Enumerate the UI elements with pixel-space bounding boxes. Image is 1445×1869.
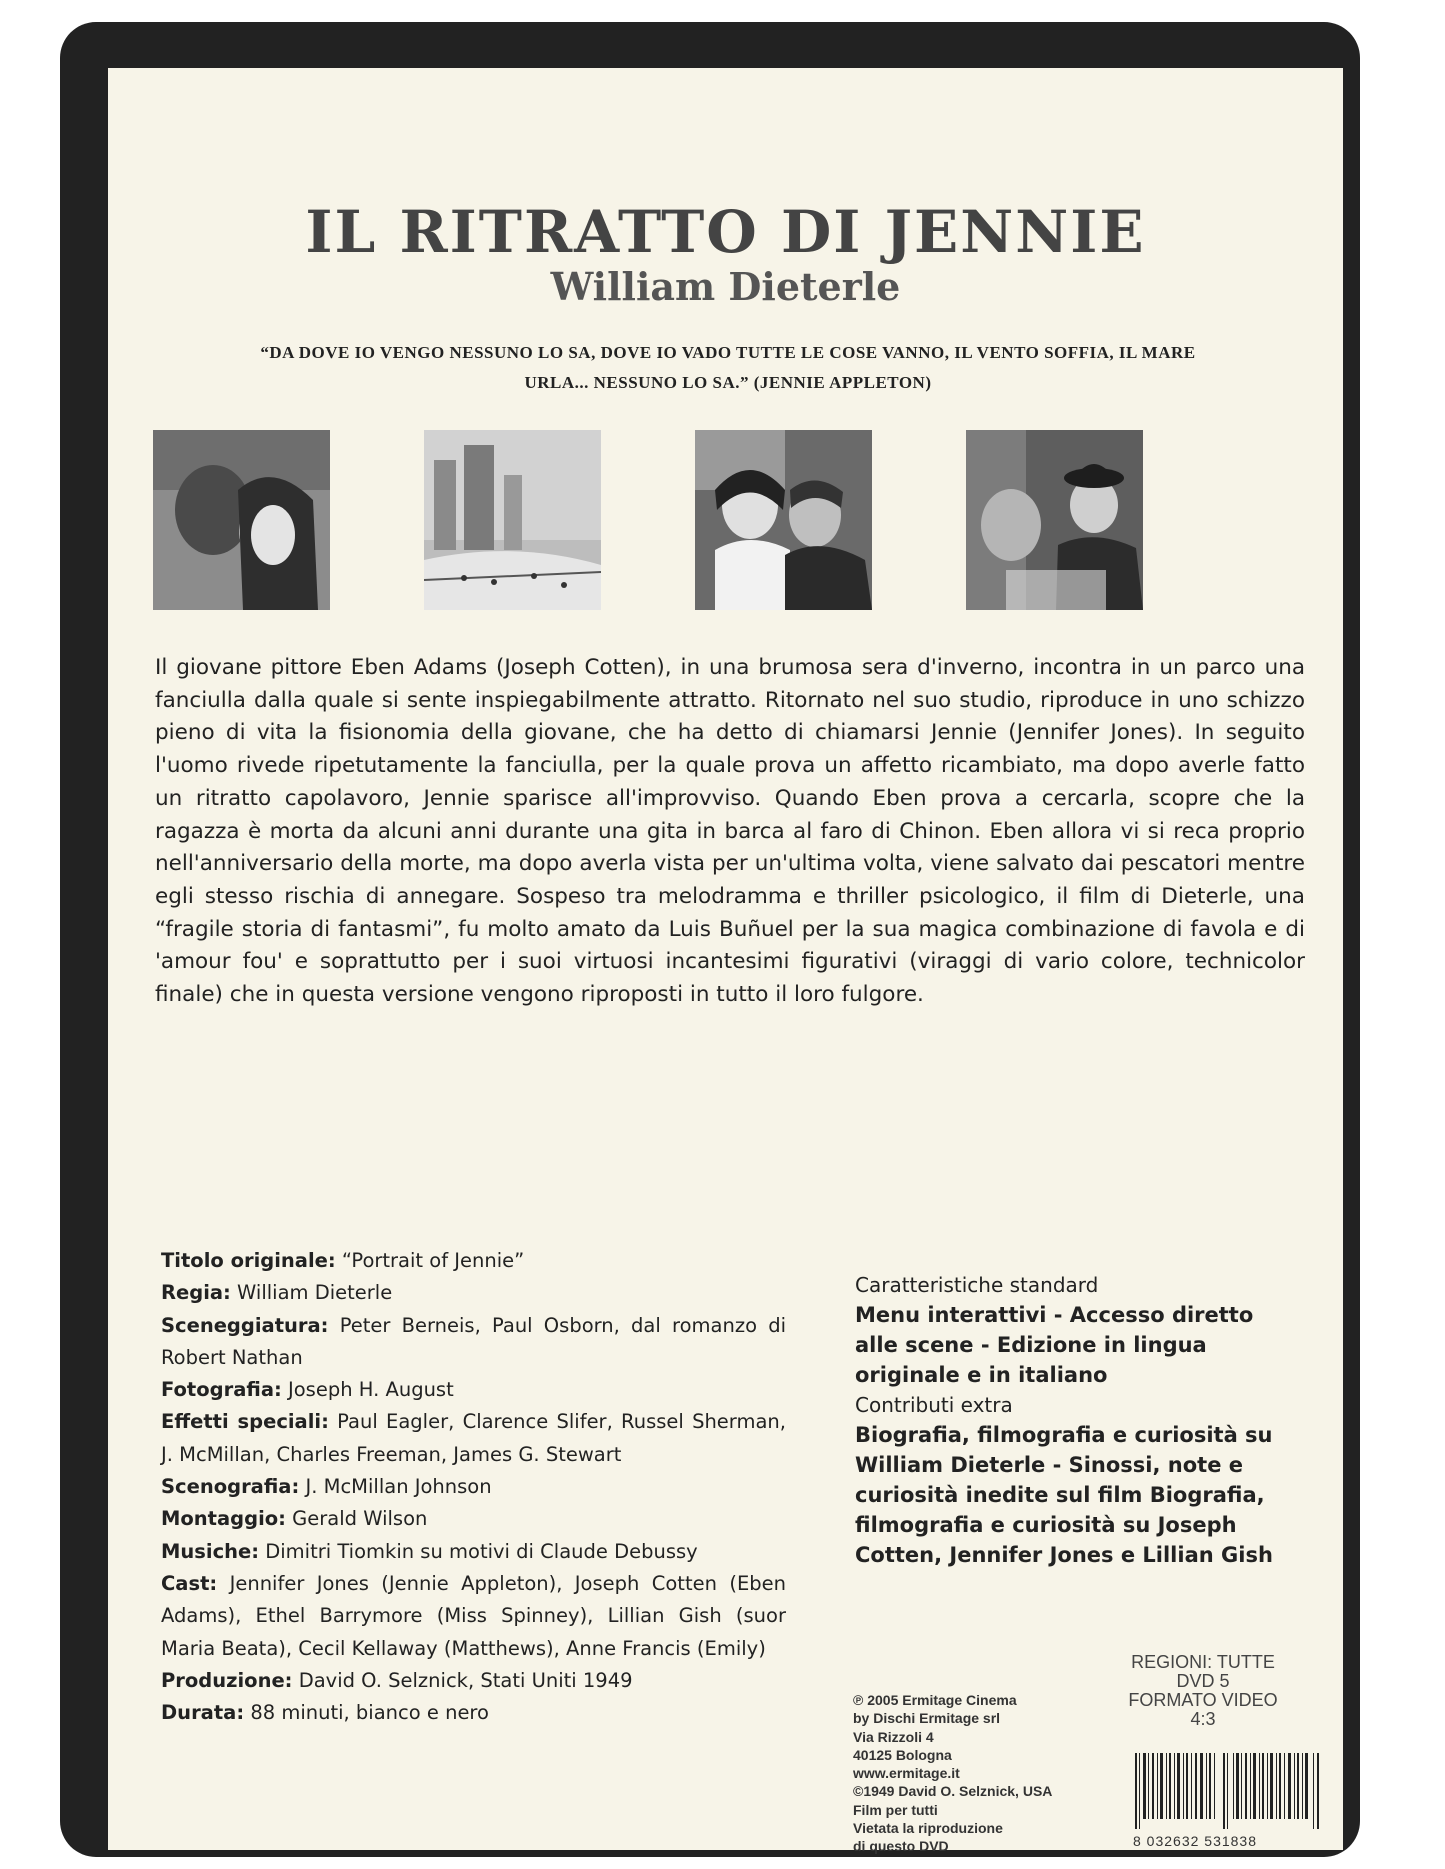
credit-set-design bbox=[161, 1471, 786, 1503]
standard-features-text: Menu interattivi - Accesso diretto alle scene - Edizione in lingua originale e in italiano bbox=[855, 1303, 1254, 1387]
publisher-line: 40125 Bologna bbox=[853, 1746, 952, 1763]
credit-value: Gerald Wilson bbox=[292, 1507, 428, 1531]
credit-label: Titolo originale: bbox=[161, 1249, 336, 1272]
credit-label: Montaggio: bbox=[161, 1507, 286, 1531]
publisher-line: Film per tutti bbox=[853, 1801, 938, 1818]
credit-label: Effetti speciali: bbox=[161, 1410, 329, 1434]
credit-value: “Portrait of Jennie” bbox=[341, 1249, 525, 1272]
credit-special-effects bbox=[161, 1406, 786, 1471]
credit-label: Scenografia: bbox=[161, 1475, 300, 1499]
credit-label: Cast: bbox=[161, 1571, 218, 1595]
still-image-4 bbox=[966, 430, 1143, 610]
credit-label: Sceneggiatura: bbox=[161, 1313, 329, 1337]
still-image-2 bbox=[424, 430, 601, 610]
credit-cast bbox=[161, 1568, 786, 1665]
credit-director bbox=[161, 1277, 786, 1309]
credit-title bbox=[161, 1245, 786, 1277]
credit-value: Joseph H. August bbox=[288, 1378, 454, 1402]
credit-music bbox=[161, 1536, 786, 1568]
publisher-line: www.ermitage.it bbox=[853, 1765, 960, 1782]
credit-label: Fotografia: bbox=[161, 1378, 282, 1402]
credit-value: William Dieterle bbox=[237, 1281, 393, 1305]
publisher-info bbox=[853, 1691, 1113, 1856]
credit-screenplay bbox=[161, 1310, 786, 1375]
credit-photography bbox=[161, 1374, 786, 1406]
dvd-type: DVD 5 bbox=[1176, 1671, 1230, 1691]
dvd-features bbox=[855, 1270, 1295, 1570]
still-image-1 bbox=[153, 430, 330, 610]
standard-features-heading: Caratteristiche standard bbox=[855, 1273, 1099, 1297]
extra-features-text: Biografia, filmografia e curiosità su William Dieterle - Sinossi, note e curiosità inedite sul film Biografia, filmografia e curiosità su Joseph Cotten, Jennifer Jones e Lillian Gish bbox=[855, 1423, 1273, 1567]
publisher-line: di questo DVD bbox=[853, 1838, 949, 1855]
barcode-number: 8 032632 531838 bbox=[1133, 1833, 1257, 1849]
credit-value: Dimitri Tiomkin su motivi di Claude Debussy bbox=[265, 1539, 698, 1563]
director-name: William Dieterle bbox=[550, 264, 901, 309]
credit-label: Durata: bbox=[161, 1701, 245, 1725]
film-title: IL RITRATTO DI JENNIE bbox=[305, 198, 1146, 266]
credit-label: Regia: bbox=[161, 1281, 231, 1305]
publisher-line: ©1949 David O. Selznick, USA bbox=[853, 1783, 1053, 1800]
back-cover bbox=[108, 68, 1343, 1855]
credit-value: David O. Selznick, Stati Uniti 1949 bbox=[298, 1668, 633, 1692]
credit-value: Paul Eagler, Clarence Slifer, Russel Sherman, J. McMillan, Charles Freeman, James G. Stewart bbox=[161, 1410, 786, 1466]
credits-list bbox=[161, 1245, 786, 1729]
credit-value: Peter Berneis, Paul Osborn, dal romanzo di Robert Nathan bbox=[161, 1313, 786, 1369]
publisher-line: ℗ 2005 Ermitage Cinema bbox=[853, 1692, 1017, 1708]
credit-editing bbox=[161, 1503, 786, 1535]
credit-value: Jennifer Jones (Jennie Appleton), Joseph Cotten (Eben Adams), Ethel Barrymore (Miss Spinney), Lillian Gish (suor Maria Beata), Cecil Kellaway (Matthews), Anne Francis (Emily) bbox=[161, 1571, 786, 1660]
tech-specs bbox=[1098, 1653, 1308, 1729]
format-label: FORMATO VIDEO bbox=[1128, 1690, 1278, 1710]
credit-production bbox=[161, 1665, 786, 1697]
credit-label: Produzione: bbox=[161, 1668, 293, 1692]
still-image-3 bbox=[695, 430, 872, 610]
publisher-line: Vietata la riproduzione bbox=[853, 1820, 1003, 1837]
credit-value: J. McMillan Johnson bbox=[305, 1475, 492, 1499]
extra-features-heading: Contributi extra bbox=[855, 1393, 1013, 1417]
jennie-quote: “DA DOVE IO VENGO NESSUNO LO SA, DOVE IO VADO TUTTE LE COSE VANNO, IL VENTO SOFFIA, IL MARE URLA... NESSUNO LO SA.” (JENNIE APPLETON) bbox=[260, 343, 1196, 392]
credit-value: 88 minuti, bianco e nero bbox=[250, 1701, 489, 1725]
credit-label: Musiche: bbox=[161, 1539, 260, 1563]
publisher-line: by Dischi Ermitage srl bbox=[853, 1710, 1001, 1727]
regions-label: REGIONI: TUTTE bbox=[1131, 1652, 1275, 1672]
barcode-icon bbox=[1135, 1753, 1320, 1829]
format-value: 4:3 bbox=[1190, 1709, 1216, 1729]
synopsis-text: Il giovane pittore Eben Adams (Joseph Cotten), in una brumosa sera d'inverno, incontra in un parco una fanciulla dalla quale si sente inspiegabilmente attratto. Ritornato nel suo studio, riproduce in uno schizzo pieno di vita la fisionomia della giovane, che ha detto di chiamarsi Jennie (Jennifer Jones). In seguito l'uomo rivede ripetutamente la fanciulla, per la quale prova un affetto ricambiato, ma dopo averle fatto un ritratto capolavoro, Jennie sparisce all'improvviso. Quando Eben prova a cercarla, scopre che la ragazza è morta da alcuni anni durante una gita in barca al faro di Chinon. Eben allora vi si reca proprio nell'anniversario della morte, ma dopo averla vista per un'ultima volta, viene salvato dai pescatori mentre egli stesso rischia di annegare. Sospeso tra melodramma e thriller psicologico, il film di Dieterle, una “fragile storia di fantasmi”, fu molto amato da Luis Buñuel per la sua magica combinazione di favola e di 'amour fou' e soprattutto per i suoi virtuosi incantesimi figurativi (viraggi di vario colore, technicolor finale) che in questa versione vengono riproposti in tutto il loro fulgore. bbox=[155, 655, 1305, 1008]
credit-duration bbox=[161, 1697, 786, 1729]
publisher-line: Via Rizzoli 4 bbox=[853, 1728, 934, 1745]
